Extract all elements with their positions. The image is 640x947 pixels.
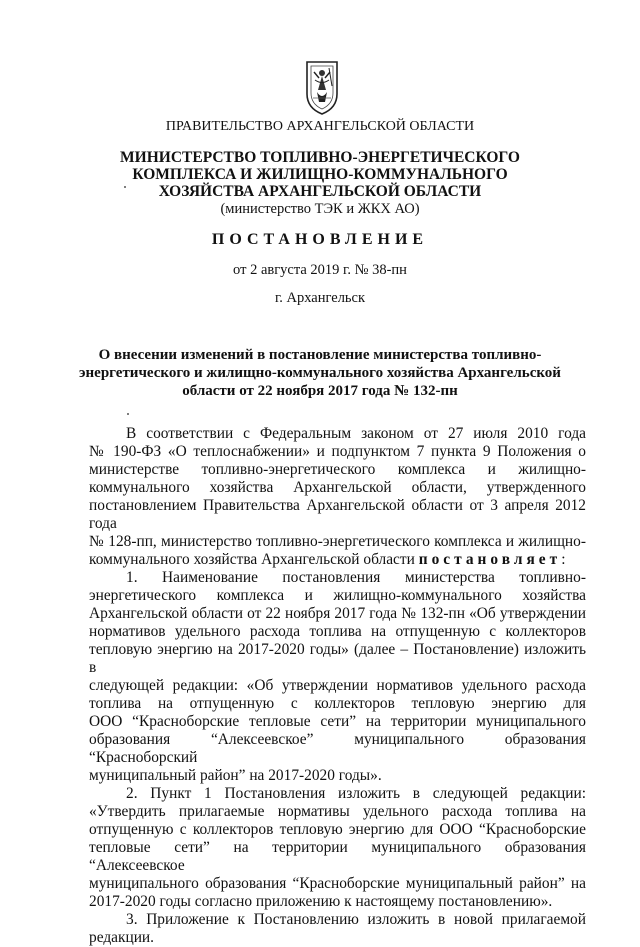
item-1-line: образования “Алексеевское” муниципального образования “Красноборский (89, 731, 586, 766)
item-1-line: нормативов удельного расхода топлива на отпущенную с коллекторов (89, 623, 586, 640)
item-1-line: энергетического комплекса и жилищно-коммунального хозяйства (89, 587, 586, 604)
item-2-line: 2. Пункт 1 Постановления изложить в следующей редакции: (126, 785, 586, 802)
subject-line-3: области от 22 ноября 2017 года № 132-пн (182, 383, 458, 399)
item-1-line: топлива на отпущенную с коллекторов тепловую энергию для (89, 695, 586, 712)
preamble-last-line (89, 551, 586, 569)
ministry-abbreviation: (министерство ТЭК и ЖКХ АО) (220, 201, 420, 217)
preamble-line: В соответствии с Федеральным законом от 27 июля 2010 года (126, 425, 586, 442)
item-1-line: Архангельской области от 22 ноября 2017 года № 132-пн «Об утверждении (89, 605, 586, 622)
item-1-line: 1. Наименование постановления министерства топливно- (126, 569, 586, 586)
item-1-line: муниципальный район” на 2017-2020 годы». (89, 767, 382, 784)
item-1-line: следующей редакции: «Об утверждении нормативов удельного расхода (89, 677, 586, 694)
document-city: г. Архангельск (274, 290, 366, 306)
ministry-title-line-3: ХОЗЯЙСТВА АРХАНГЕЛЬСКОЙ ОБЛАСТИ (158, 183, 482, 200)
scan-speck (124, 186, 126, 188)
preamble-last-prefix: коммунального хозяйства Архангельской области (89, 551, 415, 568)
preamble-line: коммунального хозяйства Архангельской области, утвержденного (89, 479, 586, 496)
decree-word: постановляет (418, 551, 562, 568)
preamble-line: министерстве топливно-энергетического комплекса и жилищно- (89, 461, 586, 478)
item-2-line: 2017-2020 годы согласно приложению к настоящему постановлению». (89, 893, 553, 910)
scan-speck (127, 413, 129, 415)
preamble-line: № 128-пп, министерство топливно-энергетического комплекса и жилищно- (89, 533, 586, 550)
document-date-number: от 2 августа 2019 г. № 38-пн (233, 262, 407, 278)
item-2-line: отпущенную с коллекторов тепловую энергию для ООО “Красноборские (89, 821, 586, 838)
ministry-title-line-2: КОМПЛЕКСА И ЖИЛИЩНО-КОММУНАЛЬНОГО (132, 166, 508, 183)
document-type: ПОСТАНОВЛЕНИЕ (211, 231, 429, 248)
preamble-line: постановлением Правительства Архангельской области от 3 апреля 2012 года (89, 497, 586, 532)
item-2-line: «Утвердить прилагаемые нормативы удельного расхода топлива на (89, 803, 586, 820)
item-1-line: тепловую энергию на 2017-2020 годы» (далее – Постановление) изложить в (89, 641, 586, 676)
item-3-line: 3. Приложение к Постановлению изложить в новой прилагаемой (126, 911, 586, 928)
item-2-line: тепловые сети” на территории муниципального образования “Алексеевское (89, 839, 586, 874)
subject-line-2: энергетического и жилищно-коммунального хозяйства Архангельской (79, 365, 561, 381)
item-1-line: ООО “Красноборские тепловые сети” на территории муниципального (89, 713, 586, 730)
subject-line-1: О внесении изменений в постановление министерства топливно- (98, 347, 542, 363)
decree-colon: : (561, 551, 566, 568)
coat-of-arms-emblem (303, 58, 341, 116)
preamble-line: № 190-ФЗ «О теплоснабжении» и подпунктом 7 пункта 9 Положения о (89, 443, 586, 460)
document-body (89, 425, 586, 947)
item-2-line: муниципального образования “Красноборские муниципальный район” на (89, 875, 586, 892)
item-3-line: редакции. (89, 929, 155, 946)
ministry-title-line-1: МИНИСТЕРСТВО ТОПЛИВНО-ЭНЕРГЕТИЧЕСКОГО (120, 149, 520, 166)
government-name: ПРАВИТЕЛЬСТВО АРХАНГЕЛЬСКОЙ ОБЛАСТИ (165, 119, 475, 134)
